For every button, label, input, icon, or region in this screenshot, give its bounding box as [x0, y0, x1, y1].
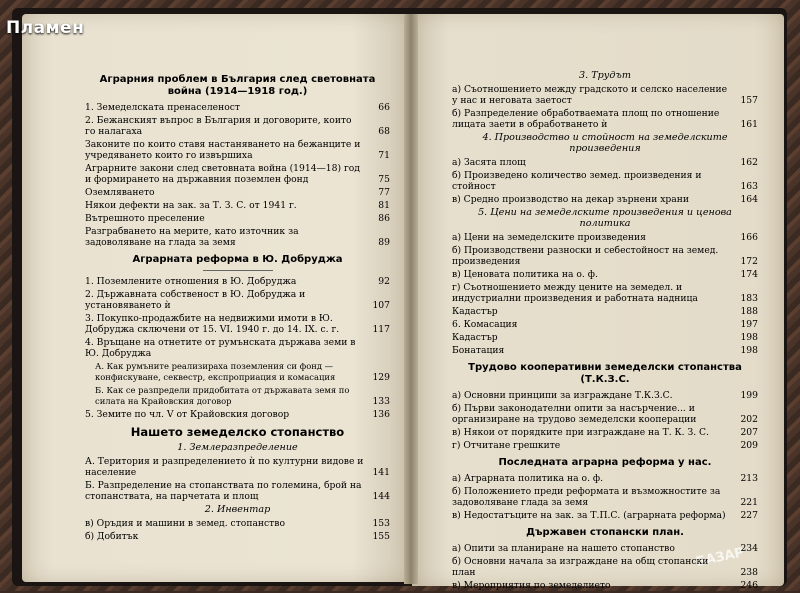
toc-entry-text: 4. Връщане на отнетите от румънската държава земи в Ю. Добруджа — [85, 337, 356, 359]
section-list — [452, 84, 758, 130]
toc-entry — [85, 226, 390, 248]
toc-entry-text: Оземляването — [85, 187, 155, 198]
toc-page-number: 183 — [740, 293, 758, 304]
toc-entry-text: 5. Земите по чл. V от Крайовския договор — [85, 409, 290, 420]
toc-page-number: 227 — [740, 510, 758, 521]
toc-page-number: 221 — [740, 497, 758, 508]
toc-entry-text: а) Цени на земеделските произведения — [452, 232, 646, 243]
section-list — [85, 456, 390, 502]
toc-page-number: 141 — [372, 467, 390, 478]
toc-entry — [452, 486, 758, 508]
toc-entry-text: 1. Земеделската пренаселеност — [85, 102, 240, 113]
toc-entry-text: Кадастър — [452, 332, 498, 343]
toc-entry — [85, 200, 390, 211]
toc-entry-text: в) Средно производство на декар зърнени храни — [452, 194, 690, 205]
toc-entry — [85, 187, 390, 198]
section-title: Аграрната реформа в Ю. Добруджа — [132, 254, 343, 265]
toc-entry — [85, 361, 390, 383]
toc-page-number: 86 — [378, 213, 390, 224]
toc-entry — [452, 580, 758, 591]
toc-page-number: 129 — [372, 372, 390, 383]
toc-entry-text: в) Оръдия и машини в земед. стопанство — [85, 518, 285, 529]
section-title: Държавен стопански план. — [526, 527, 684, 538]
toc-entry — [452, 390, 758, 401]
section-list — [452, 390, 758, 451]
section-list — [452, 543, 758, 591]
toc-entry-text: б) Произведено количество земед. произведения и стойност — [452, 170, 702, 192]
toc-entry-text: Б. Как се разпредели придобитата от държавата земя по силата на Крайовския договор — [95, 385, 350, 406]
left-toc — [85, 74, 390, 544]
toc-page-number: 89 — [378, 237, 390, 248]
toc-page-number: 209 — [740, 440, 758, 451]
subsection-title: 1. Землеразпределение — [177, 442, 298, 453]
toc-page-number: 155 — [372, 531, 390, 542]
toc-entry-text: А. Как румъните реализираха поземления си фонд — конфискуване, секвестр, експроприация и комасация — [95, 361, 336, 382]
toc-page-number: 207 — [740, 427, 758, 438]
toc-entry — [452, 282, 758, 304]
toc-entry — [452, 319, 758, 330]
toc-entry — [452, 194, 758, 205]
toc-entry-text: б) Добитък — [85, 531, 139, 542]
toc-page-number: 163 — [740, 181, 758, 192]
toc-entry-text: Аграрните закони след световната война (1914—18) год и формирането на държавния поземлен фонд — [85, 163, 360, 185]
toc-entry-text: б) Основни начала за изграждане на общ стопански план — [452, 556, 709, 578]
bazar-logo-stamp: БАЗАР — [694, 545, 746, 571]
toc-page-number: 144 — [372, 491, 390, 502]
toc-entry — [85, 163, 390, 185]
toc-page-number: 136 — [372, 409, 390, 420]
right-toc — [452, 68, 758, 593]
subsection-title: 4. Производство и стойност на земеделските произведения — [482, 132, 728, 154]
section-list — [85, 276, 390, 420]
toc-entry — [452, 170, 758, 192]
toc-entry-text: в) Недостатъците на зак. за Т.П.С. (аграрната реформа) — [452, 510, 726, 521]
section-title: Нашето земеделско стопанство — [130, 425, 345, 439]
section-title: Последната аграрна реформа у нас. — [498, 457, 712, 468]
toc-page-number: 172 — [740, 256, 758, 267]
toc-entry — [85, 139, 390, 161]
toc-entry-text: а) Аграрната политика на о. ф. — [452, 473, 604, 484]
toc-entry-text: 6. Комасация — [452, 319, 518, 330]
toc-page-number: 198 — [740, 345, 758, 356]
toc-entry-text: Вътрешното преселение — [85, 213, 205, 224]
toc-page-number: 161 — [740, 119, 758, 130]
toc-page-number: 92 — [378, 276, 390, 287]
toc-entry — [452, 345, 758, 356]
toc-entry — [452, 403, 758, 425]
toc-page-number: 71 — [378, 150, 390, 161]
toc-entry-text: а) Засята площ — [452, 157, 526, 168]
toc-entry — [452, 510, 758, 521]
section-title: Трудово кооперативни земеделски стопанства (Т.К.З.С. — [468, 362, 742, 385]
toc-entry — [85, 313, 390, 335]
toc-page-number: 107 — [372, 300, 390, 311]
divider — [203, 270, 273, 271]
toc-entry-text: б) Производствени разноски и себестойност на земед. произведения — [452, 245, 719, 267]
toc-entry-text: 2. Държавната собственост в Ю. Добруджа и установяването ѝ — [85, 289, 306, 311]
subsection-title: 5. Цени на земеделските произведения и ценова политика — [478, 207, 732, 229]
section-list — [85, 102, 390, 248]
toc-entry-text: Разграбването на мерите, като източник за задоволяване на глада за земя — [85, 226, 299, 248]
toc-page-number: 133 — [372, 396, 390, 407]
toc-entry-text: г) Отчитане грешките — [452, 440, 561, 451]
toc-entry — [85, 213, 390, 224]
toc-entry-text: в) Мероприятия по земеделието — [452, 580, 611, 591]
toc-entry — [85, 518, 390, 529]
toc-page-number: 153 — [372, 518, 390, 529]
toc-entry — [452, 332, 758, 343]
toc-page-number: 75 — [378, 174, 390, 185]
toc-page-number: 77 — [378, 187, 390, 198]
section-list — [452, 232, 758, 356]
toc-entry — [85, 276, 390, 287]
toc-entry — [85, 102, 390, 113]
section-list — [452, 157, 758, 205]
toc-entry-text: Б. Разпределение на стопанствата по големина, брой на стопанствата, на парчетата и площ — [85, 480, 362, 502]
toc-entry-text: а) Основни принципи за изграждане Т.К.З.С. — [452, 390, 673, 401]
toc-entry-text: г) Съотношението между цените на земедел. и индустриални произведения и работната надница — [452, 282, 698, 304]
toc-entry — [85, 337, 390, 359]
toc-page-number: 117 — [372, 324, 390, 335]
toc-entry — [452, 269, 758, 280]
toc-entry-text: б) Положението преди реформата и възможностите за задоволяване глада за земя — [452, 486, 721, 508]
toc-entry-text: а) Опити за планиране на нашето стопанство — [452, 543, 675, 554]
toc-page-number: 66 — [378, 102, 390, 113]
toc-page-number: 157 — [740, 95, 758, 106]
toc-entry — [452, 306, 758, 317]
toc-page-number: 197 — [740, 319, 758, 330]
toc-page-number: 246 — [740, 580, 758, 591]
toc-entry-text: в) Някои от порядките при изграждане на Т. К. З. С. — [452, 427, 710, 438]
toc-page-number: 238 — [740, 567, 758, 578]
toc-page-number: 188 — [740, 306, 758, 317]
watermark: Пламен — [6, 18, 85, 38]
toc-entry-text: 2. Бежанският въпрос в България и договорите, които го налагаха — [85, 115, 352, 137]
toc-entry — [452, 543, 758, 554]
toc-page-number: 166 — [740, 232, 758, 243]
toc-entry — [452, 473, 758, 484]
toc-entry-text: 3. Покупко-продажбите на недвижими имоти в Ю. Добруджа сключени от 15. VI. 1940 г. до 14. IX. с. г. — [85, 313, 340, 335]
toc-entry — [85, 115, 390, 137]
toc-entry — [452, 157, 758, 168]
toc-page-number: 234 — [740, 543, 758, 554]
toc-page-number: 213 — [740, 473, 758, 484]
toc-entry — [85, 385, 390, 407]
toc-entry-text: Някои дефекти на зак. за Т. З. С. от 1941 г. — [85, 200, 297, 211]
toc-entry-text: Бонатация — [452, 345, 505, 356]
toc-page-number: 81 — [378, 200, 390, 211]
toc-entry — [452, 245, 758, 267]
subsection-title: 3. Трудът — [579, 70, 631, 81]
toc-page-number: 202 — [740, 414, 758, 425]
toc-entry — [452, 440, 758, 451]
toc-entry-text: А. Територия и разпределението ѝ по културни видове и население — [85, 456, 364, 478]
toc-entry-text: б) Разпределение обработваемата площ по отношение лицата заети в обработването ѝ — [452, 108, 720, 130]
toc-page-number: 198 — [740, 332, 758, 343]
toc-entry — [85, 531, 390, 542]
toc-page-number: 199 — [740, 390, 758, 401]
toc-page-number: 164 — [740, 194, 758, 205]
toc-page-number: 162 — [740, 157, 758, 168]
book-gutter — [404, 14, 418, 584]
toc-entry — [85, 456, 390, 478]
toc-entry — [452, 556, 758, 578]
toc-entry — [85, 409, 390, 420]
toc-entry — [85, 480, 390, 502]
toc-entry-text: Кадастър — [452, 306, 498, 317]
toc-entry-text: Законите по които ставя настаняването на бежанците и учредяването които го извършиха — [85, 139, 361, 161]
toc-entry-text: в) Ценовата политика на о. ф. — [452, 269, 598, 280]
toc-entry — [452, 84, 758, 106]
toc-entry — [452, 108, 758, 130]
toc-page-number: 174 — [740, 269, 758, 280]
section-list — [85, 518, 390, 542]
subsection-title: 2. Инвентар — [204, 504, 271, 515]
toc-entry — [452, 232, 758, 243]
toc-entry-text: б) Първи законодателни опити за насърчение... и организиране на трудово земеделски кооперации — [452, 403, 697, 425]
section-list — [452, 473, 758, 521]
toc-entry-text: а) Съотношението между градското и селско население у нас и неговата заетост — [452, 84, 728, 106]
toc-entry — [452, 427, 758, 438]
toc-page-number: 68 — [378, 126, 390, 137]
toc-entry — [85, 289, 390, 311]
toc-entry-text: 1. Поземлените отношения в Ю. Добруджа — [85, 276, 297, 287]
section-title: Аграрния проблем в България след световната война (1914—1918 год.) — [99, 74, 376, 97]
